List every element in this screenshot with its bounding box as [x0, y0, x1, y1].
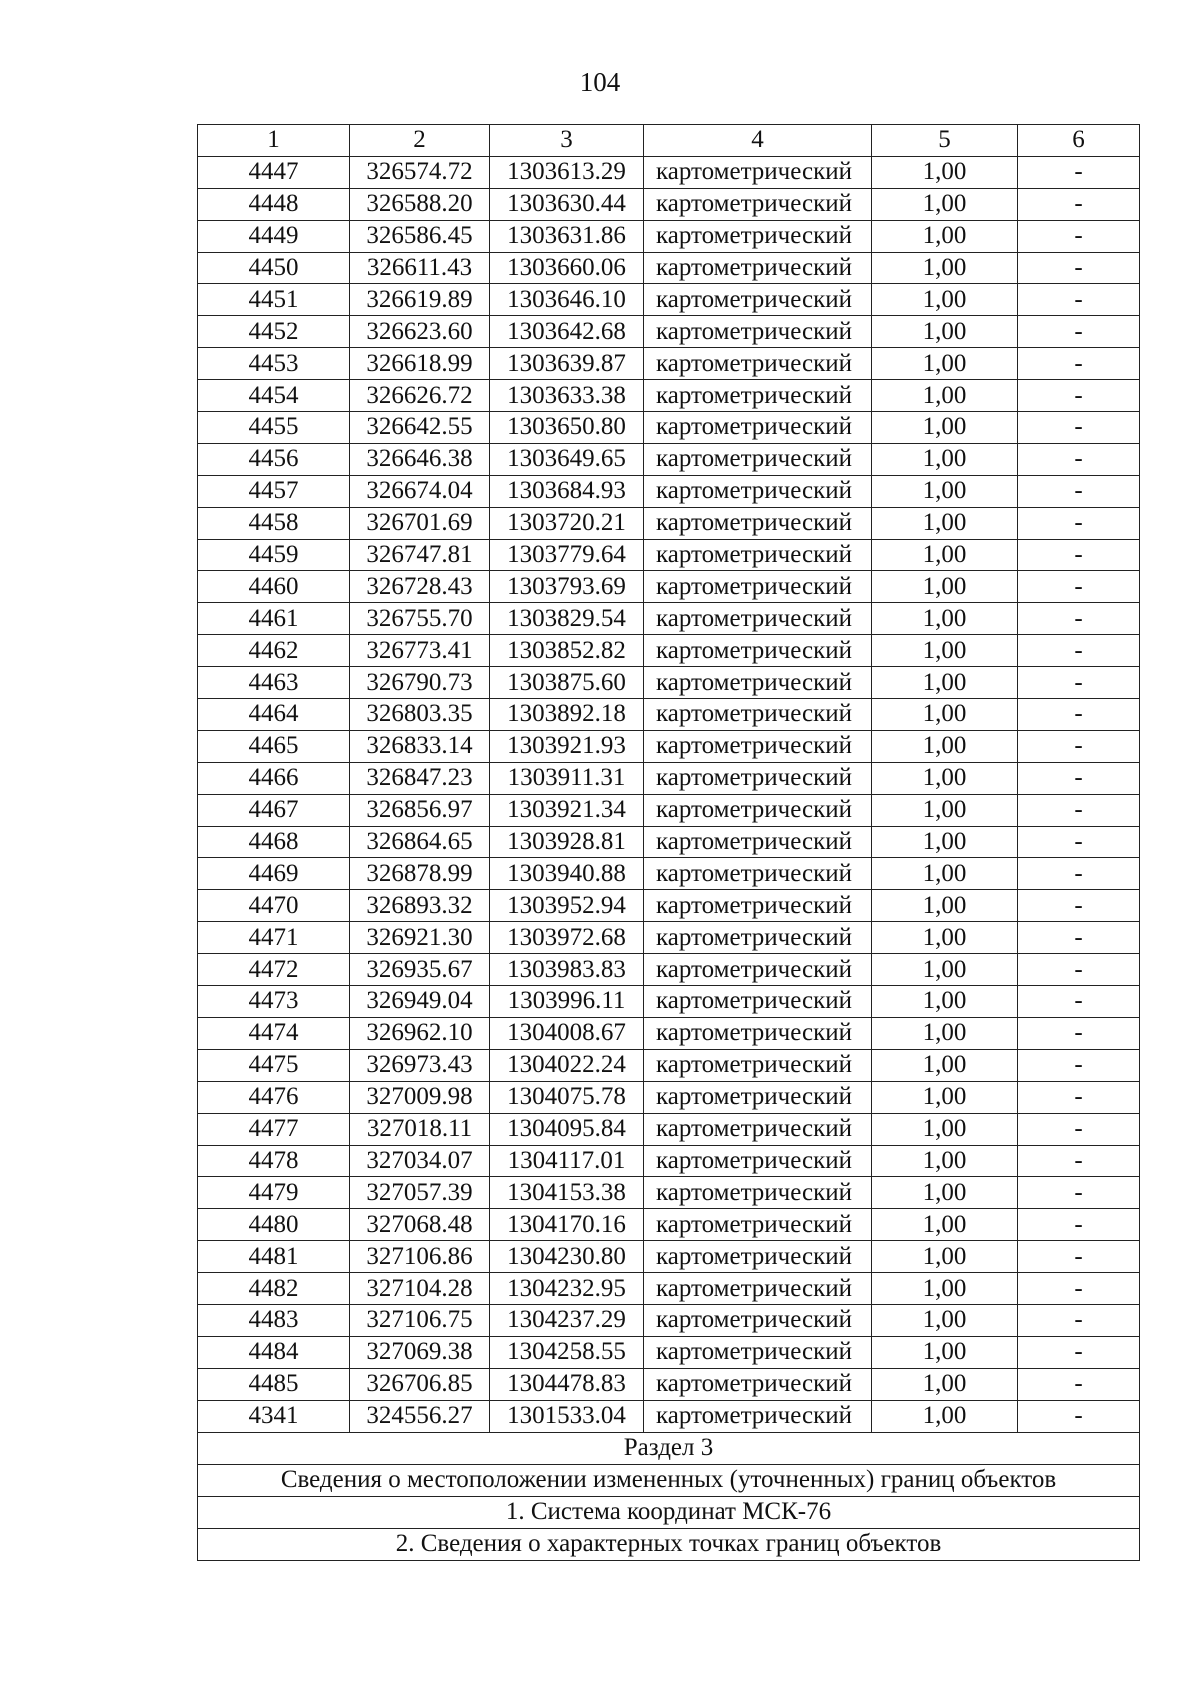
table-row — [198, 1241, 1140, 1273]
accuracy-cell: 1,00 — [872, 1304, 1018, 1336]
y-coordinate-cell: 1301533.04 — [490, 1400, 644, 1432]
accuracy-cell: 1,00 — [872, 1017, 1018, 1049]
description-cell: - — [1018, 1368, 1140, 1400]
point-number-cell: 4460 — [198, 571, 350, 603]
description-cell: - — [1018, 1400, 1140, 1432]
description-cell: - — [1018, 252, 1140, 284]
point-number-cell: 4483 — [198, 1304, 350, 1336]
description-cell: - — [1018, 730, 1140, 762]
point-number-cell: 4476 — [198, 1081, 350, 1113]
accuracy-cell: 1,00 — [872, 730, 1018, 762]
method-cell: картометрический — [644, 762, 872, 794]
point-number-cell: 4461 — [198, 603, 350, 635]
table-row — [198, 1081, 1140, 1113]
description-cell: - — [1018, 762, 1140, 794]
table-body — [198, 125, 1140, 1561]
table-row — [198, 1049, 1140, 1081]
table-row — [198, 380, 1140, 412]
accuracy-cell: 1,00 — [872, 699, 1018, 731]
y-coordinate-cell: 1303996.11 — [490, 986, 644, 1018]
y-coordinate-cell: 1303613.29 — [490, 156, 644, 188]
y-coordinate-cell: 1303911.31 — [490, 762, 644, 794]
accuracy-cell: 1,00 — [872, 1049, 1018, 1081]
accuracy-cell: 1,00 — [872, 507, 1018, 539]
description-cell: - — [1018, 1304, 1140, 1336]
table-row — [198, 762, 1140, 794]
y-coordinate-cell: 1303660.06 — [490, 252, 644, 284]
x-coordinate-cell: 326878.99 — [350, 858, 490, 890]
section-row — [198, 1496, 1140, 1528]
y-coordinate-cell: 1304022.24 — [490, 1049, 644, 1081]
accuracy-cell: 1,00 — [872, 539, 1018, 571]
accuracy-cell: 1,00 — [872, 156, 1018, 188]
point-number-cell: 4455 — [198, 412, 350, 444]
y-coordinate-cell: 1303875.60 — [490, 667, 644, 699]
table-row — [198, 1400, 1140, 1432]
accuracy-cell: 1,00 — [872, 475, 1018, 507]
point-number-cell: 4450 — [198, 252, 350, 284]
table-row — [198, 539, 1140, 571]
section-heading: Сведения о местоположении измененных (уточненных) границ объектов — [198, 1464, 1140, 1496]
point-number-cell: 4478 — [198, 1145, 350, 1177]
accuracy-cell: 1,00 — [872, 348, 1018, 380]
method-cell: картометрический — [644, 826, 872, 858]
x-coordinate-cell: 326856.97 — [350, 794, 490, 826]
method-cell: картометрический — [644, 475, 872, 507]
x-coordinate-cell: 326619.89 — [350, 284, 490, 316]
x-coordinate-cell: 326642.55 — [350, 412, 490, 444]
method-cell: картометрический — [644, 1368, 872, 1400]
y-coordinate-cell: 1303684.93 — [490, 475, 644, 507]
y-coordinate-cell: 1304153.38 — [490, 1177, 644, 1209]
method-cell: картометрический — [644, 252, 872, 284]
x-coordinate-cell: 326646.38 — [350, 443, 490, 475]
y-coordinate-cell: 1303630.44 — [490, 188, 644, 220]
table-row — [198, 1113, 1140, 1145]
table-row — [198, 220, 1140, 252]
y-coordinate-cell: 1303779.64 — [490, 539, 644, 571]
method-cell: картометрический — [644, 539, 872, 571]
y-coordinate-cell: 1304478.83 — [490, 1368, 644, 1400]
table-row — [198, 156, 1140, 188]
description-cell: - — [1018, 1113, 1140, 1145]
y-coordinate-cell: 1303928.81 — [490, 826, 644, 858]
method-cell: картометрический — [644, 730, 872, 762]
table-row — [198, 1336, 1140, 1368]
table-row — [198, 699, 1140, 731]
method-cell: картометрический — [644, 1209, 872, 1241]
x-coordinate-cell: 327057.39 — [350, 1177, 490, 1209]
description-cell: - — [1018, 1017, 1140, 1049]
y-coordinate-cell: 1303921.34 — [490, 794, 644, 826]
accuracy-cell: 1,00 — [872, 603, 1018, 635]
method-cell: картометрический — [644, 380, 872, 412]
accuracy-cell: 1,00 — [872, 986, 1018, 1018]
y-coordinate-cell: 1304095.84 — [490, 1113, 644, 1145]
table-row — [198, 858, 1140, 890]
point-number-cell: 4474 — [198, 1017, 350, 1049]
table-row — [198, 1304, 1140, 1336]
description-cell: - — [1018, 507, 1140, 539]
accuracy-cell: 1,00 — [872, 1273, 1018, 1305]
description-cell: - — [1018, 412, 1140, 444]
x-coordinate-cell: 327068.48 — [350, 1209, 490, 1241]
point-number-cell: 4451 — [198, 284, 350, 316]
point-number-cell: 4459 — [198, 539, 350, 571]
point-number-cell: 4473 — [198, 986, 350, 1018]
table-row — [198, 1209, 1140, 1241]
table-row — [198, 603, 1140, 635]
section-row — [198, 1432, 1140, 1464]
point-number-cell: 4466 — [198, 762, 350, 794]
point-number-cell: 4470 — [198, 890, 350, 922]
method-cell: картометрический — [644, 412, 872, 444]
point-number-cell: 4456 — [198, 443, 350, 475]
x-coordinate-cell: 326935.67 — [350, 954, 490, 986]
y-coordinate-cell: 1304232.95 — [490, 1273, 644, 1305]
x-coordinate-cell: 327009.98 — [350, 1081, 490, 1113]
description-cell: - — [1018, 1049, 1140, 1081]
description-cell: - — [1018, 986, 1140, 1018]
table-row — [198, 188, 1140, 220]
table-row — [198, 954, 1140, 986]
y-coordinate-cell: 1303921.93 — [490, 730, 644, 762]
description-cell: - — [1018, 475, 1140, 507]
table-row — [198, 1368, 1140, 1400]
method-cell: картометрический — [644, 635, 872, 667]
x-coordinate-cell: 324556.27 — [350, 1400, 490, 1432]
point-number-cell: 4465 — [198, 730, 350, 762]
description-cell: - — [1018, 1081, 1140, 1113]
description-cell: - — [1018, 699, 1140, 731]
x-coordinate-cell: 326588.20 — [350, 188, 490, 220]
y-coordinate-cell: 1303972.68 — [490, 922, 644, 954]
y-coordinate-cell: 1303650.80 — [490, 412, 644, 444]
accuracy-cell: 1,00 — [872, 188, 1018, 220]
accuracy-cell: 1,00 — [872, 954, 1018, 986]
method-cell: картометрический — [644, 794, 872, 826]
point-number-cell: 4480 — [198, 1209, 350, 1241]
x-coordinate-cell: 326618.99 — [350, 348, 490, 380]
x-coordinate-cell: 326701.69 — [350, 507, 490, 539]
x-coordinate-cell: 326973.43 — [350, 1049, 490, 1081]
method-cell: картометрический — [644, 348, 872, 380]
y-coordinate-cell: 1303631.86 — [490, 220, 644, 252]
method-cell: картометрический — [644, 1400, 872, 1432]
point-number-cell: 4458 — [198, 507, 350, 539]
column-number-cell: 2 — [350, 125, 490, 157]
accuracy-cell: 1,00 — [872, 316, 1018, 348]
y-coordinate-cell: 1303720.21 — [490, 507, 644, 539]
description-cell: - — [1018, 1241, 1140, 1273]
x-coordinate-cell: 326626.72 — [350, 380, 490, 412]
accuracy-cell: 1,00 — [872, 858, 1018, 890]
column-number-cell: 4 — [644, 125, 872, 157]
description-cell: - — [1018, 156, 1140, 188]
point-number-cell: 4477 — [198, 1113, 350, 1145]
table-row — [198, 922, 1140, 954]
section-title: Раздел 3 — [198, 1432, 1140, 1464]
y-coordinate-cell: 1303983.83 — [490, 954, 644, 986]
y-coordinate-cell: 1303952.94 — [490, 890, 644, 922]
x-coordinate-cell: 326755.70 — [350, 603, 490, 635]
method-cell: картометрический — [644, 156, 872, 188]
x-coordinate-cell: 326847.23 — [350, 762, 490, 794]
x-coordinate-cell: 326803.35 — [350, 699, 490, 731]
y-coordinate-cell: 1303633.38 — [490, 380, 644, 412]
description-cell: - — [1018, 603, 1140, 635]
description-cell: - — [1018, 794, 1140, 826]
point-number-cell: 4453 — [198, 348, 350, 380]
method-cell: картометрический — [644, 922, 872, 954]
y-coordinate-cell: 1303892.18 — [490, 699, 644, 731]
table-row — [198, 571, 1140, 603]
accuracy-cell: 1,00 — [872, 635, 1018, 667]
accuracy-cell: 1,00 — [872, 762, 1018, 794]
point-number-cell: 4485 — [198, 1368, 350, 1400]
column-number-cell: 6 — [1018, 125, 1140, 157]
method-cell: картометрический — [644, 220, 872, 252]
x-coordinate-cell: 326833.14 — [350, 730, 490, 762]
point-number-cell: 4481 — [198, 1241, 350, 1273]
point-number-cell: 4454 — [198, 380, 350, 412]
method-cell: картометрический — [644, 1081, 872, 1113]
x-coordinate-cell: 326921.30 — [350, 922, 490, 954]
table-row — [198, 443, 1140, 475]
section-row — [198, 1464, 1140, 1496]
x-coordinate-cell: 326586.45 — [350, 220, 490, 252]
y-coordinate-cell: 1304075.78 — [490, 1081, 644, 1113]
description-cell: - — [1018, 1145, 1140, 1177]
point-number-cell: 4341 — [198, 1400, 350, 1432]
method-cell: картометрический — [644, 858, 872, 890]
description-cell: - — [1018, 380, 1140, 412]
description-cell: - — [1018, 890, 1140, 922]
description-cell: - — [1018, 443, 1140, 475]
x-coordinate-cell: 326949.04 — [350, 986, 490, 1018]
accuracy-cell: 1,00 — [872, 443, 1018, 475]
x-coordinate-cell: 327106.75 — [350, 1304, 490, 1336]
point-number-cell: 4479 — [198, 1177, 350, 1209]
description-cell: - — [1018, 220, 1140, 252]
description-cell: - — [1018, 284, 1140, 316]
description-cell: - — [1018, 188, 1140, 220]
table-row — [198, 890, 1140, 922]
table-row — [198, 826, 1140, 858]
page-number: 104 — [579, 67, 621, 97]
method-cell: картометрический — [644, 1177, 872, 1209]
y-coordinate-cell: 1303829.54 — [490, 603, 644, 635]
accuracy-cell: 1,00 — [872, 826, 1018, 858]
x-coordinate-cell: 326574.72 — [350, 156, 490, 188]
y-coordinate-cell: 1304230.80 — [490, 1241, 644, 1273]
table-row — [198, 412, 1140, 444]
method-cell: картометрический — [644, 1241, 872, 1273]
section-row — [198, 1528, 1140, 1560]
y-coordinate-cell: 1304258.55 — [490, 1336, 644, 1368]
method-cell: картометрический — [644, 571, 872, 603]
y-coordinate-cell: 1303649.65 — [490, 443, 644, 475]
x-coordinate-cell: 326728.43 — [350, 571, 490, 603]
table-row — [198, 252, 1140, 284]
point-number-cell: 4448 — [198, 188, 350, 220]
accuracy-cell: 1,00 — [872, 220, 1018, 252]
method-cell: картометрический — [644, 1304, 872, 1336]
x-coordinate-cell: 326747.81 — [350, 539, 490, 571]
accuracy-cell: 1,00 — [872, 1400, 1018, 1432]
table-row — [198, 284, 1140, 316]
column-number-cell: 5 — [872, 125, 1018, 157]
table-row — [198, 1017, 1140, 1049]
section-heading: 1. Система координат МСК-76 — [198, 1496, 1140, 1528]
table-row — [198, 507, 1140, 539]
table-row — [198, 635, 1140, 667]
point-number-cell: 4475 — [198, 1049, 350, 1081]
section-heading: 2. Сведения о характерных точках границ объектов — [198, 1528, 1140, 1560]
point-number-cell: 4482 — [198, 1273, 350, 1305]
method-cell: картометрический — [644, 1336, 872, 1368]
point-number-cell: 4462 — [198, 635, 350, 667]
point-number-cell: 4457 — [198, 475, 350, 507]
accuracy-cell: 1,00 — [872, 1209, 1018, 1241]
column-number-cell: 3 — [490, 125, 644, 157]
method-cell: картометрический — [644, 986, 872, 1018]
table-row — [198, 1177, 1140, 1209]
method-cell: картометрический — [644, 667, 872, 699]
accuracy-cell: 1,00 — [872, 1368, 1018, 1400]
point-number-cell: 4447 — [198, 156, 350, 188]
x-coordinate-cell: 326623.60 — [350, 316, 490, 348]
description-cell: - — [1018, 826, 1140, 858]
accuracy-cell: 1,00 — [872, 1336, 1018, 1368]
point-number-cell: 4472 — [198, 954, 350, 986]
table-row — [198, 348, 1140, 380]
point-number-cell: 4452 — [198, 316, 350, 348]
point-number-cell: 4449 — [198, 220, 350, 252]
x-coordinate-cell: 327106.86 — [350, 1241, 490, 1273]
method-cell: картометрический — [644, 1273, 872, 1305]
table-row — [198, 1145, 1140, 1177]
description-cell: - — [1018, 667, 1140, 699]
table-row — [198, 986, 1140, 1018]
x-coordinate-cell: 327104.28 — [350, 1273, 490, 1305]
accuracy-cell: 1,00 — [872, 284, 1018, 316]
x-coordinate-cell: 327034.07 — [350, 1145, 490, 1177]
x-coordinate-cell: 326962.10 — [350, 1017, 490, 1049]
description-cell: - — [1018, 1177, 1140, 1209]
point-number-cell: 4463 — [198, 667, 350, 699]
x-coordinate-cell: 326706.85 — [350, 1368, 490, 1400]
description-cell: - — [1018, 1209, 1140, 1241]
description-cell: - — [1018, 922, 1140, 954]
x-coordinate-cell: 326674.04 — [350, 475, 490, 507]
table-row — [198, 667, 1140, 699]
method-cell: картометрический — [644, 188, 872, 220]
x-coordinate-cell: 326773.41 — [350, 635, 490, 667]
method-cell: картометрический — [644, 1145, 872, 1177]
point-number-cell: 4464 — [198, 699, 350, 731]
accuracy-cell: 1,00 — [872, 922, 1018, 954]
column-number-cell: 1 — [198, 125, 350, 157]
accuracy-cell: 1,00 — [872, 667, 1018, 699]
point-number-cell: 4471 — [198, 922, 350, 954]
y-coordinate-cell: 1303940.88 — [490, 858, 644, 890]
y-coordinate-cell: 1304117.01 — [490, 1145, 644, 1177]
column-number-row — [198, 125, 1140, 157]
y-coordinate-cell: 1303642.68 — [490, 316, 644, 348]
description-cell: - — [1018, 858, 1140, 890]
x-coordinate-cell: 327069.38 — [350, 1336, 490, 1368]
description-cell: - — [1018, 539, 1140, 571]
point-number-cell: 4468 — [198, 826, 350, 858]
method-cell: картометрический — [644, 1113, 872, 1145]
method-cell: картометрический — [644, 316, 872, 348]
method-cell: картометрический — [644, 1017, 872, 1049]
method-cell: картометрический — [644, 443, 872, 475]
description-cell: - — [1018, 348, 1140, 380]
description-cell: - — [1018, 571, 1140, 603]
x-coordinate-cell: 326864.65 — [350, 826, 490, 858]
method-cell: картометрический — [644, 890, 872, 922]
accuracy-cell: 1,00 — [872, 412, 1018, 444]
accuracy-cell: 1,00 — [872, 380, 1018, 412]
method-cell: картометрический — [644, 954, 872, 986]
accuracy-cell: 1,00 — [872, 1081, 1018, 1113]
y-coordinate-cell: 1303639.87 — [490, 348, 644, 380]
accuracy-cell: 1,00 — [872, 1177, 1018, 1209]
accuracy-cell: 1,00 — [872, 1241, 1018, 1273]
accuracy-cell: 1,00 — [872, 890, 1018, 922]
method-cell: картометрический — [644, 1049, 872, 1081]
y-coordinate-cell: 1303793.69 — [490, 571, 644, 603]
table-row — [198, 475, 1140, 507]
accuracy-cell: 1,00 — [872, 1113, 1018, 1145]
x-coordinate-cell: 326611.43 — [350, 252, 490, 284]
x-coordinate-cell: 327018.11 — [350, 1113, 490, 1145]
y-coordinate-cell: 1304170.16 — [490, 1209, 644, 1241]
table-row — [198, 1273, 1140, 1305]
x-coordinate-cell: 326790.73 — [350, 667, 490, 699]
y-coordinate-cell: 1304008.67 — [490, 1017, 644, 1049]
method-cell: картометрический — [644, 603, 872, 635]
y-coordinate-cell: 1303852.82 — [490, 635, 644, 667]
description-cell: - — [1018, 1273, 1140, 1305]
accuracy-cell: 1,00 — [872, 252, 1018, 284]
boundary-points-table — [197, 124, 1140, 1561]
point-number-cell: 4484 — [198, 1336, 350, 1368]
x-coordinate-cell: 326893.32 — [350, 890, 490, 922]
accuracy-cell: 1,00 — [872, 571, 1018, 603]
accuracy-cell: 1,00 — [872, 1145, 1018, 1177]
y-coordinate-cell: 1304237.29 — [490, 1304, 644, 1336]
table-row — [198, 730, 1140, 762]
method-cell: картометрический — [644, 507, 872, 539]
description-cell: - — [1018, 635, 1140, 667]
method-cell: картометрический — [644, 284, 872, 316]
method-cell: картометрический — [644, 699, 872, 731]
table-row — [198, 316, 1140, 348]
point-number-cell: 4467 — [198, 794, 350, 826]
y-coordinate-cell: 1303646.10 — [490, 284, 644, 316]
description-cell: - — [1018, 1336, 1140, 1368]
description-cell: - — [1018, 316, 1140, 348]
point-number-cell: 4469 — [198, 858, 350, 890]
table-row — [198, 794, 1140, 826]
accuracy-cell: 1,00 — [872, 794, 1018, 826]
description-cell: - — [1018, 954, 1140, 986]
